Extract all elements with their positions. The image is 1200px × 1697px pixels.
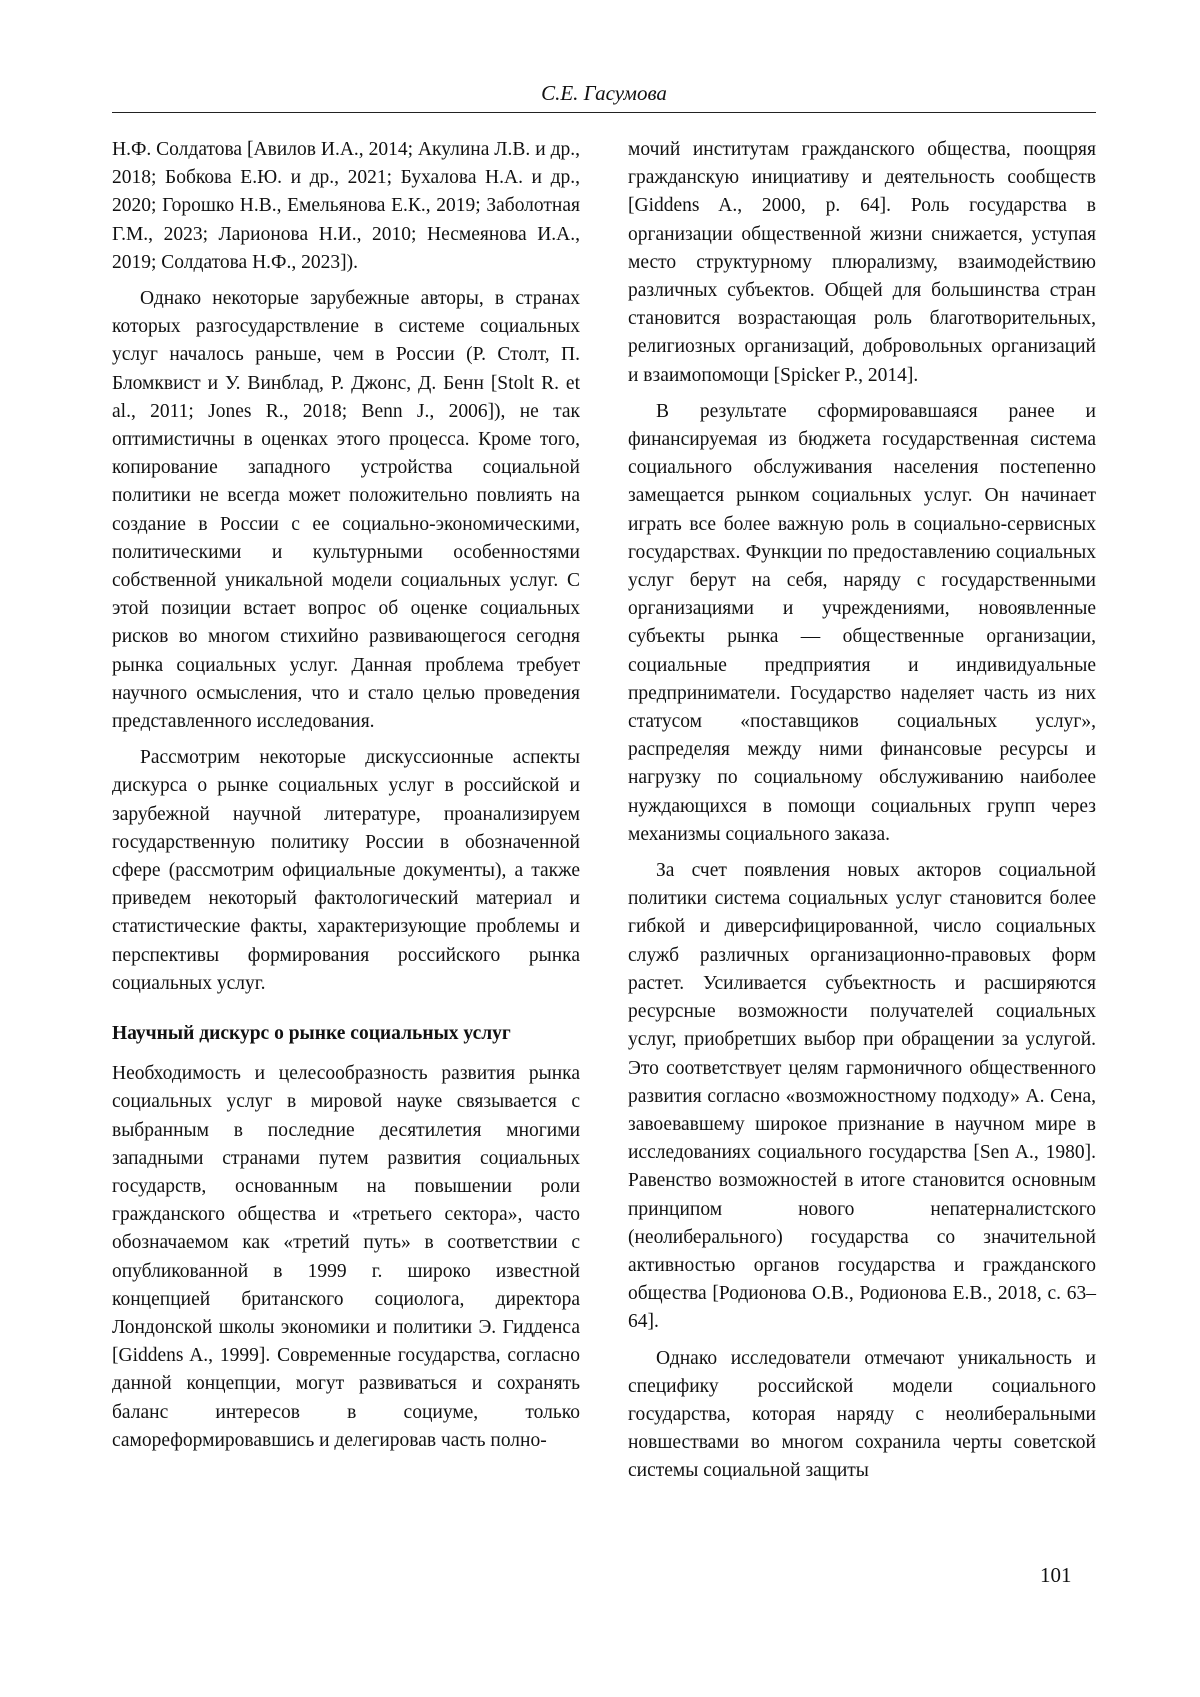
page-number: 101 — [1040, 1563, 1072, 1587]
right-paragraph-4: Однако исследователи отмечают уникальность и специфику российской модели социального государства, которая наряду с неолиберальными новшествами во многом сохранила черты советской системы социальной защиты — [628, 1347, 1096, 1482]
left-paragraph-4: Необходимость и целесообразность развития рынка социальных услуг в мировой науке связывается с выбранным в последние десятилетия многими западными странами путем развития социальных государств, основанным на повышении роли гражданского общества и «третьего сектора», часто обозначаемом как «третий путь» в соответствии с опубликованной в 1999 г. широко известной концепцией британского социолога, директора Лондонской школы экономики и политики Э. Гидденса [Giddens A., 1999]. Современные государства, согласно данной концепции, могут развиваться и сохранять баланс интересов в социуме, только самореформировавшись и делегировав часть полно- — [112, 1063, 580, 1451]
running-header: С.Е. Гасумова — [541, 81, 667, 105]
right-column — [628, 136, 1096, 1494]
header-rule — [112, 112, 1096, 113]
right-paragraph-3: За счет появления новых акторов социальной политики система социальных услуг становится более гибкой и диверсифицированной, число социальных служб различных организационно-правовых форм растет. Усиливается субъектность и расширяются ресурсные возможности получателей социальных услуг, приобретших выбор при обращении за услугой. Это соответствует целям гармоничного общественного развития согласно «возможностному подходу» А. Сена, завоевавшему широкое признание в научном мире в исследованиях социального государства [Sen A., 1980]. Равенство возможностей в итоге становится основным принципом нового непатерналистского (неолиберального) государства со значительной активностью органов государства и гражданского общества [Родионова О.В., Родионова Е.В., 2018, с. 63–64]. — [628, 860, 1096, 1333]
left-column — [112, 136, 580, 1463]
left-paragraph-1: Н.Ф. Солдатова [Авилов И.А., 2014; Акулина Л.В. и др., 2018; Бобкова Е.Ю. и др., 2021; Бухалова Н.А. и др., 2020; Горошко Н.В., Емельянова Е.К., 2019; Заболотная Г.М., 2023; Ларионова Н.И., 2010; Несмеянова И.А., 2019; Солдатова Н.Ф., 2023]). — [112, 139, 580, 273]
right-paragraph-2: В результате сформировавшаяся ранее и финансируемая из бюджета государственная система социального обслуживания населения постепенно замещается рынком социальных услуг. Он начинает играть все более важную роль в социально-сервисных государствах. Функции по предоставлению социальных услуг берут на себя, наряду с государственными организациями и учреждениями, новоявленные субъекты рынка — общественные организации, социальные предприятия и индивидуальные предприниматели. Государство наделяет часть из них статусом «поставщиков социальных услуг», распределяя между ними финансовые ресурсы и нагрузку по социальному обслуживанию наиболее нуждающихся в помощи социальных групп через механизмы социального заказа. — [628, 400, 1096, 845]
left-paragraph-2: Однако некоторые зарубежные авторы, в странах которых разгосударствление в системе социальных услуг началось раньше, чем в России (Р. Столт, П. Бломквист и У. Винблад, Р. Джонс, Д. Бенн [Stolt R. et al., 2011; Jones R., 2018; Benn J., 2006]), не так оптимистичны в оценках этого процесса. Кроме того, копирование западного устройства социальной политики не всегда может положительно повлиять на создание в России с ее социально-экономическими, политическими и культурными особенностями собственной уникальной модели социальных услуг. С этой позиции встает вопрос об оценке социальных рисков во многом стихийно развивающегося сегодня рынка социальных услуг. Данная проблема требует научного осмысления, что и стало целью проведения представленного исследования. — [112, 288, 580, 733]
section-heading: Научный дискурс о рынке социальных услуг — [112, 1023, 511, 1045]
right-paragraph-1: мочий институтам гражданского общества, поощряя гражданскую инициативу и деятельность сообществ [Giddens A., 2000, p. 64]. Роль государства в организации общественной жизни снижается, уступая место структурному плюрализму, взаимодействию различных субъектов. Общей для большинства стран становится возрастающая роль благотворительных, религиозных организаций, добровольных организаций и взаимопомощи [Spicker P., 2014]. — [628, 139, 1096, 386]
left-paragraph-3: Рассмотрим некоторые дискуссионные аспекты дискурса о рынке социальных услуг в российской и зарубежной научной литературе, проанализируем государственную политику России в обозначенной сфере (рассмотрим официальные документы), а также приведем некоторый фактологический материал и статистические факты, характеризующие проблемы и перспективы формирования российского рынка социальных услуг. — [112, 747, 580, 994]
